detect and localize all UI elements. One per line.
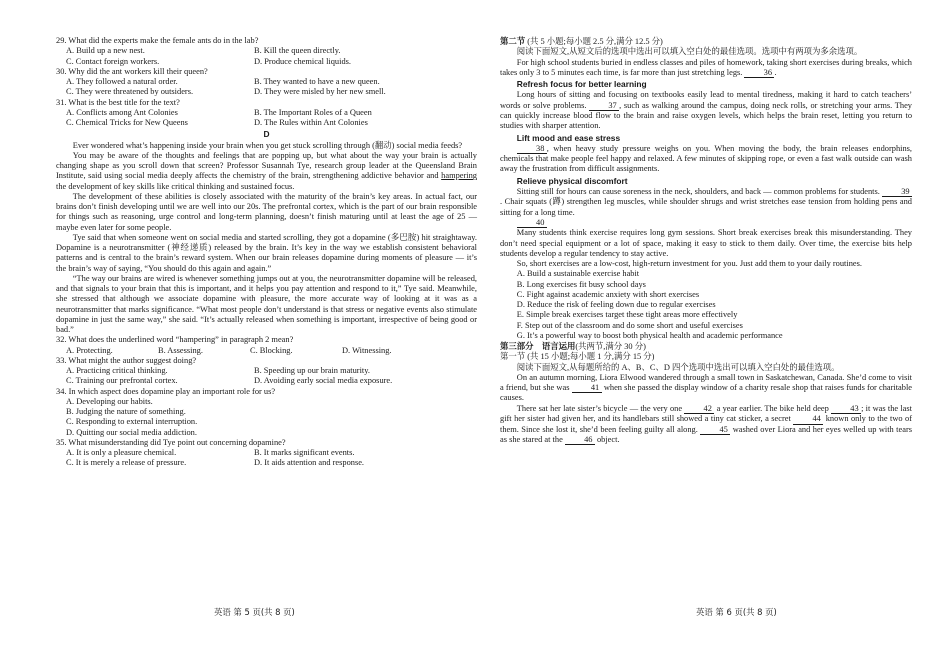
- option-d: D. Avoiding early social media exposure.: [254, 376, 393, 386]
- passage-d-paragraph-3: The development of these abilities is closely associated with the maturity of the brain’s key areas. In actual fact, our brains don’t finish developing until we are well into our 20s. The prefrontal cortex, which is the part of our brain responsible for things such as reasoning, urge control and long-term planning, doesn’t finish maturing until at least the age of 25 — maybe even later for some people.: [56, 191, 477, 232]
- question-34: [56, 387, 477, 438]
- option-f: F. Step out of the classroom and do some short and useful exercises: [516, 320, 743, 330]
- option-e: E. Simple break exercises target these tight areas more effectively: [516, 310, 738, 320]
- blank-40: 40: [517, 219, 547, 228]
- part-info: (共两节,满分 30 分): [575, 342, 646, 352]
- blank-46: 46: [565, 436, 595, 445]
- blank-39: 39: [882, 188, 912, 197]
- section-1-instructions: 阅读下面短文,从每题所给的 A、B、C、D 四个选项中选出可以填入空白处的最佳选项。: [516, 362, 840, 372]
- section-2-title: [500, 36, 912, 47]
- question-31: [56, 98, 477, 129]
- blank-44: 44: [793, 415, 823, 424]
- option-d: D. Reduce the risk of feeling down due to regular exercises: [516, 300, 716, 310]
- options: [56, 366, 477, 387]
- cloze-blank-40-line: [500, 218, 912, 228]
- option-a: A. Protecting.: [66, 345, 113, 355]
- blank-38: 38: [517, 145, 547, 154]
- paragraph-text: . Chair squats (蹲) strengthen leg muscles, while shoulder shrugs and wrist stretches ease tension from holding pens and sitting for a long time.: [500, 197, 912, 217]
- subheading-refresh-focus: Refresh focus for better learning: [516, 79, 647, 90]
- option-c: C. It is merely a release of pressure.: [66, 458, 187, 468]
- option-a: A. Build a sustainable exercise habit: [516, 269, 640, 279]
- part-label: 第三部分 语言运用: [500, 341, 576, 352]
- option-a: A. It is only a pleasure chemical.: [66, 448, 177, 457]
- paragraph-text: object.: [594, 434, 620, 444]
- option-a: A. Practicing critical thinking.: [66, 366, 168, 375]
- options: [56, 46, 477, 67]
- option-c: C. Responding to external interruption.: [66, 417, 198, 427]
- option-b: B. Kill the queen directly.: [254, 46, 341, 56]
- option-a: A. Build up a new nest.: [66, 46, 145, 56]
- paragraph-text: On an autumn morning, Liora Elwood wandered through a small town in Saskatchewan, Canada. She’d come to visit a friend, but she was: [500, 372, 912, 393]
- option-d: D. It aids attention and response.: [254, 458, 365, 468]
- options: [56, 108, 477, 129]
- option-c: C. Blocking.: [250, 345, 293, 355]
- option-g: G. It’s a powerful way to boost both physical health and academic performance: [516, 330, 783, 340]
- paragraph-text: You may be aware of the thoughts and feelings that are popping up, but what about the way your brain is actually changing shape as you scroll down that screen? Professor Susannah Tye, research group leader at the Queensland Brain Institute, said using social media deeply affects the chemistry of the brain, strengthening addictive behavior and: [56, 150, 477, 181]
- option-b: B. Speeding up our brain maturity.: [254, 366, 370, 375]
- story-paragraph-1: [500, 373, 912, 404]
- page-footer-left: 英语 第 5 页(共 8 页): [214, 607, 295, 617]
- option-d: D. Quitting our social media addiction.: [66, 427, 197, 437]
- option-c: C. They were threatened by outsiders.: [66, 87, 194, 97]
- option-a: A. Conflicts among Ant Colonies: [66, 107, 178, 117]
- blank-41: 41: [572, 384, 602, 393]
- cloze-paragraph-3: [500, 144, 912, 175]
- section-2-instructions: 阅读下面短文,从短文后的选项中选出可以填入空白处的最佳选项。选项中有两项为多余选项。: [516, 47, 863, 57]
- option-b: B. Assessing.: [158, 345, 203, 355]
- passage-d-paragraph-4: Tye said that when someone went on social media and started scrolling, they got a dopamine (多巴胺) hit straightaway. Dopamine is a neurotransmitter (神经递质) released by the brain. It’s key in the way we establish consistent behavioral patterns and is central to the brain’s reward system. When our brain releases dopamine during moments of pleasure — it’s the brain’s way of saying, “You should do this again and again.”: [56, 232, 477, 273]
- options: [56, 397, 477, 438]
- passage-d-paragraph-1: Ever wondered what’s happening inside your brain when you get stuck scrolling through (翻动) social media feeds?: [72, 140, 463, 150]
- blank-42: 42: [684, 405, 714, 414]
- section-d-heading: D: [263, 129, 270, 140]
- section-label: 第一节: [500, 352, 526, 362]
- cloze-paragraph-4: [500, 187, 912, 218]
- paragraph-text: when she passed the display window of a charity resale shop that raises funds for charitable causes.: [500, 383, 912, 403]
- page-footer-right: 英语 第 6 页(共 8 页): [696, 607, 777, 617]
- option-c: C. Fight against academic anxiety with short exercises: [516, 289, 700, 299]
- question-stem: 29. What did the experts make the female ants do in the lab?: [56, 36, 259, 45]
- paragraph-text: Sitting still for hours can cause soreness in the neck, shoulders, and back — common problems for students.: [516, 186, 882, 196]
- section-label: 第二节: [500, 36, 526, 46]
- blank-45: 45: [700, 426, 730, 435]
- blank-37: 37: [589, 102, 619, 111]
- question-29: [56, 36, 477, 67]
- section-info: (共 15 小题;每小题 1 分,满分 15 分): [525, 352, 655, 362]
- blank-43: 43: [831, 405, 861, 414]
- question-33: [56, 356, 477, 387]
- paragraph-text: a year earlier. The bike held deep: [714, 403, 832, 413]
- paragraph-text: , when heavy study pressure weighs on you. When moving the body, the brain releases endorphins, chemicals that make people feel happy and relaxed. A few minutes of skipping rope, or even a fast walk outside can wash away the frustration from difficult assignments.: [500, 143, 912, 174]
- cloze-options: [500, 269, 912, 341]
- subheading-relieve-discomfort: Relieve physical discomfort: [516, 175, 628, 186]
- cloze-paragraph-6: So, short exercises are a low-cost, high-return investment for you. Just add them to your daily routines.: [516, 259, 862, 269]
- left-page: [56, 36, 477, 469]
- question-stem: 34. In which aspect does dopamine play an important role for us?: [56, 386, 276, 396]
- question-32: [56, 335, 477, 356]
- option-d: D. Witnessing.: [342, 345, 392, 355]
- paragraph-text: There sat her late sister’s bicycle — the very one: [516, 403, 685, 413]
- option-c: C. Training our prefrontal cortex.: [66, 376, 178, 386]
- cloze-paragraph-2: [500, 90, 912, 131]
- options: [56, 346, 477, 356]
- question-30: [56, 67, 477, 98]
- question-stem: 31. What is the best title for the text?: [56, 97, 180, 107]
- subheading-lift-mood: Lift mood and ease stress: [516, 132, 621, 143]
- option-b: B. Judging the nature of something.: [66, 407, 186, 416]
- question-stem: 32. What does the underlined word “hampering” in paragraph 2 mean?: [56, 335, 294, 345]
- question-stem: 30. Why did the ant workers kill their queen?: [56, 66, 208, 76]
- question-stem: 35. What misunderstanding did Tye point out concerning dopamine?: [56, 437, 286, 447]
- option-d: D. The Rules within Ant Colonies: [254, 118, 368, 127]
- section-info: (共 5 小题;每小题 2.5 分,满分 12.5 分): [525, 37, 663, 46]
- passage-d-paragraph-2: [56, 151, 477, 192]
- paragraph-text: washed over Liora and her eyes welled up with tears as she stared at the: [500, 424, 912, 444]
- paragraph-text: Long hours of sitting and focusing on textbooks easily lead to mental tiredness, making it hard to catch teachers’ words or solve problems.: [500, 90, 912, 110]
- paragraph-text: , such as walking around the campus, doing neck rolls, or stretching your arms. They can quickly increase blood flow to the brain and raise oxygen levels, which helps the brain reset, letting you return to studies with sharper attention.: [500, 100, 912, 131]
- blank-36: 36: [744, 69, 774, 78]
- option-d: D. They were misled by her new smell.: [254, 87, 386, 97]
- cloze-paragraph-1: For high school students buried in endless classes and piles of homework, taking short exercises during breaks, which takes only 3 to 5 minutes each time, is far more than just stretching legs. 36 .: [500, 57, 912, 77]
- part-3-title: [500, 341, 912, 352]
- passage-d-paragraph-5: “The way our brains are wired is whenever something jumps out at you, the neurotransmitter dopamine will be released, and that signals to your brain that this is important, and it helps you pay attention and respond to it,” Tye said. Meanwhile, she stressed that although we associate dopamine with pleasure, the more accurate way of looking at it was as a neurotransmitter that marks significance. “What most people don’t understand is that stress or negative events also stimulate dopamine in just the same way,” she said. “It’s actually released when something is important, irrespective of being good or bad.”: [56, 273, 477, 334]
- option-c: C. Chemical Tricks for New Queens: [66, 118, 188, 127]
- paragraph-text: the development of key skills like critical thinking and sustained focus.: [56, 181, 295, 191]
- option-b: B. They wanted to have a new queen.: [254, 77, 380, 86]
- option-d: D. Produce chemical liquids.: [254, 56, 351, 66]
- option-a: A. Developing our habits.: [66, 396, 153, 406]
- paragraph-text: For high school students buried in endless classes and piles of homework, taking short exercises during breaks, which takes only 3 to 5 minutes each time, is far more than just stretching legs.: [500, 57, 912, 77]
- option-c: C. Contact foreign workers.: [66, 56, 160, 66]
- right-page: [500, 36, 912, 445]
- option-b: B. Long exercises fit busy school days: [516, 279, 646, 289]
- paragraph-text: ; it was the last gift her sister had given her, and its handlebars still showed a tiny cat sticker, a secret: [500, 403, 912, 424]
- section-1-title: [500, 352, 912, 362]
- question-35: [56, 438, 477, 469]
- story-paragraph-2: [500, 404, 912, 446]
- cloze-paragraph-5: Many students think exercise requires long gym sessions. Short break exercises break this misunderstanding. They don’t need special equipment or a lot of space, making it easy to stick to them daily. Over time, the exercise bits help students develop a regular tendency to stay active.: [500, 228, 912, 258]
- option-b: B. The Important Roles of a Queen: [254, 107, 372, 117]
- options: [56, 77, 477, 98]
- underlined-word: hampering: [441, 171, 477, 181]
- options: [56, 448, 477, 469]
- paragraph-text: known only to the two of them. Since she lost it, she’d been feeling guilty all along.: [500, 414, 913, 434]
- option-a: A. They followed a natural order.: [66, 77, 178, 86]
- question-stem: 33. What might the author suggest doing?: [56, 355, 197, 365]
- option-b: B. It marks significant events.: [254, 448, 355, 457]
